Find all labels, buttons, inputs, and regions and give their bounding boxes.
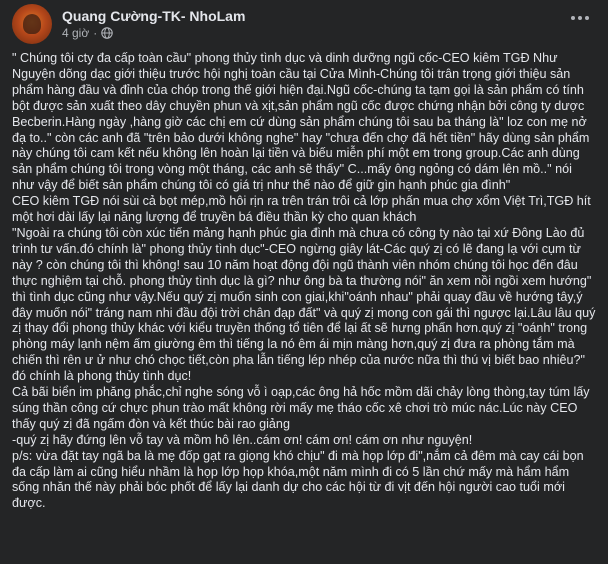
author-name[interactable]: Quang Cường-TK- NhoLam	[62, 8, 246, 24]
post-paragraph: Cả bãi biển im phăng phắc,chỉ nghe sóng vỗ ì oạp,các ông hả hốc mồm dãi chảy lòng thòng,tay túm lấy súng thần công cứ chực phun trào mất không rời mấy mẹ tháo cốc xê chơi trò múc nác.Lúc này CEO thấy quý zị đã ngấm đòn và kết thúc bài rao giảng	[12, 385, 590, 431]
more-options-icon[interactable]	[566, 8, 594, 28]
globe-icon	[101, 27, 113, 39]
post-paragraph: " Chúng tôi cty đa cấp toàn cầu" phong thủy tình dục và dinh dưỡng ngũ cốc-CEO kiêm TGĐ Như Nguyện dõng dạc giới thiệu trước hội nghị toàn cầu tại Cửa Mình-Chúng tôi trân trọng giới thiệu sản phẩm hàng đầu và đỉnh của chóp trong thế giới hiện đại.Ngũ cốc-chúng ta tạm gọi là sản phẩm có tính bột được sản xuất theo dây chuyền phun và xịt,sản phẩm ngũ cốc được chứng nhận bởi công ty dược Becberin.Hàng ngày ,hàng giờ các chị em cứ dùng sản phẩm chúng tôi sau ba tháng là" loz con mẹ nở đạ to.." còn các anh đã "trên bảo dưới không nghe" hay "chưa đến chợ đã hết tiền" hãy dùng sản phẩm này chúng tôi cam kết nếu không lên hoàn lại tiền và biếu miễn phí một em trong group.Các anh dùng sản phẩm chúng tôi trong vòng một tháng, các anh sẽ thấy" C...mấy ông ngỏng có dám lên mồ.." nói như vậy để biết sản phẩm chúng tôi có giá trị như thế nào để giữ gìn hạnh phúc gia đình"	[12, 51, 590, 193]
post-subline	[62, 25, 245, 41]
meta-separator: ·	[93, 26, 98, 40]
post-timestamp[interactable]: 4 giờ	[62, 26, 90, 40]
post-paragraph: CEO kiêm TGĐ nói sùi cả bọt mép,mồ hôi rịn ra trên trán trôi cả lớp phấn mua chợ xổm Việt Trì,TGĐ hít một hơi dài lấy lại năng lượng để truyền bá điều thần kỳ cho quan khách	[12, 194, 591, 225]
post-paragraph: p/s: vừa đặt tay ngã ba là mẹ đốp gạt ra giọng khó chịu" đi mà họp lớp đi",nắm cả đêm mà cay cái bọn đa cấp làm ai cũng hiểu nhầm là họp lớp họp khóa,một năm mình đi có 5 lần chứ mấy mà hẩm hẩm sống nhăn thế này phải bóc phốt để lấy lại danh dự cho các hội từ đi vịt đến hội người cao tuổi mới được.	[12, 448, 584, 511]
post-meta	[62, 7, 245, 41]
author-avatar[interactable]	[12, 4, 52, 44]
post-paragraph: -quý zị hãy đứng lên vỗ tay và mồm hô lên..cám ơn! cám ơn! cám ơn như nguyện!	[12, 432, 473, 447]
post-paragraph: "Ngoài ra chúng tôi còn xúc tiến mảng hạnh phúc gia đình mà chưa có công ty nào tại xứ Đông Lào đủ trình tư vấn.đó chính là" phong thủy tình dục"-CEO ngừng giây lát-Các quý zị có lẽ đang lạ với cụm từ này ? còn chúng tôi thì không! sau 10 năm hoạt động đội ngũ thành viên nhóm chúng tôi học đến đâu thực nghiệm tại chỗ. phong thủy tình dục là gì? như ông bà ta thường nói" ăn xem nồi ngồi xem hướng" thì tình dục cũng như vậy.Nếu quý zị muốn sinh con giai,khi"oánh nhau" phải quay đầu về hướng tây,ý đây muốn nói" tráng nam nhi đầu đội trời chân đạp đất" và quý zị mong con gái thì ngược lại.Lâu lâu quý zị thay đổi phong thủy khác với kiểu truyền thống tổ tiên để lại ất sẽ hưng phấn hơn.quý zị "oánh" trong phòng máy lạnh nệm ấm giường êm thì tiếng la nó êm ái mịn màng hơn,quý zị đưa ra phòng tắm mà chiến thì rên ư ử như chó chọc tiết,còn pha lẫn tiếng lép nhép của nước nữa thì thú vị biết bao nhiêu?" đó chính là phong thủy tình dục!	[12, 225, 596, 384]
post-header	[12, 4, 245, 44]
post-body	[12, 51, 596, 512]
